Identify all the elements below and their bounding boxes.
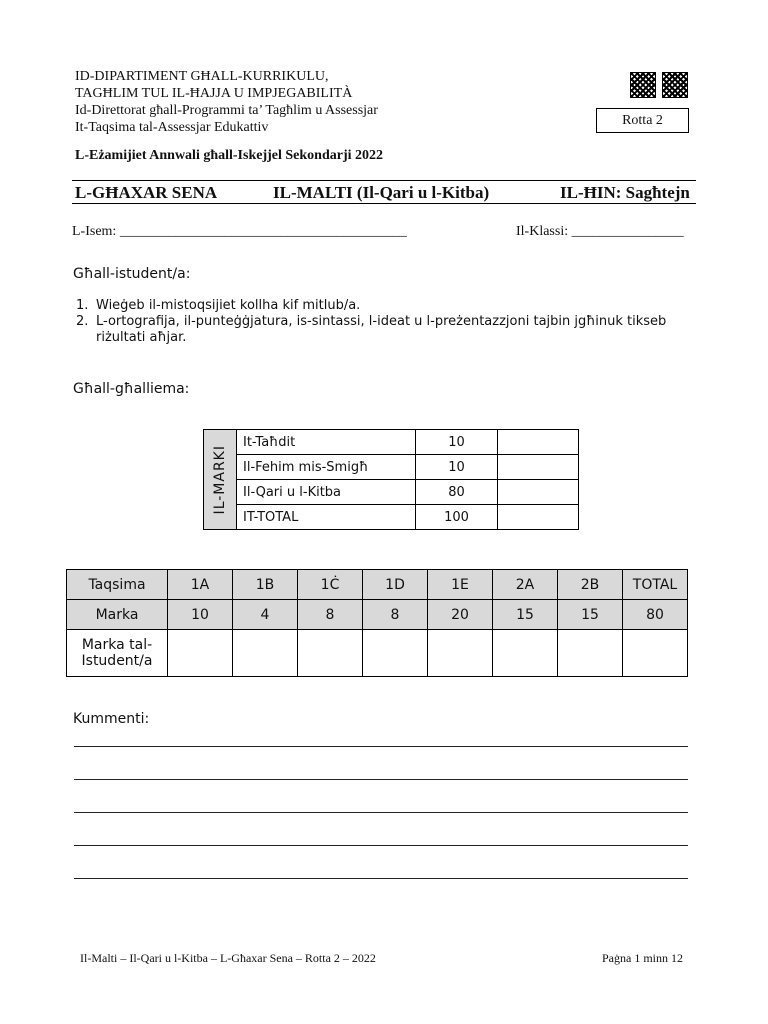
section-name: 1A — [168, 570, 233, 600]
score-cell[interactable] — [498, 455, 579, 480]
table-cell: 10 — [416, 430, 498, 455]
section-mark: 80 — [623, 600, 688, 630]
department-line: TAGĦLIM TUL IL-ĦAJJA U IMPJEGABILITÀ — [75, 86, 353, 101]
teachers-heading: Għall-għalliema: — [73, 381, 190, 397]
row-label: Taqsima — [67, 570, 168, 600]
section-mark: 8 — [363, 600, 428, 630]
comment-line[interactable] — [74, 878, 688, 879]
section-name: TOTAL — [623, 570, 688, 600]
students-heading: Għall-istudent/a: — [73, 266, 191, 282]
score-cell[interactable] — [498, 430, 579, 455]
section-mark: 10 — [168, 600, 233, 630]
section-name: 1E — [428, 570, 493, 600]
score-cell[interactable] — [498, 505, 579, 530]
section-mark: 15 — [558, 600, 623, 630]
department-block — [75, 68, 378, 136]
section-name: 2B — [558, 570, 623, 600]
sections-table — [66, 569, 688, 677]
subject-title: IL-MALTI (Il-Qari u l-Kitba) — [273, 183, 490, 202]
comments-heading: Kummenti: — [73, 711, 150, 727]
score-cell[interactable] — [498, 480, 579, 505]
footer-text: Il-Malti – Il-Qari u l-Kitba – L-Għaxar Sena – Rotta 2 – 2022 — [80, 951, 376, 965]
section-mark: 8 — [298, 600, 363, 630]
divider — [72, 180, 696, 181]
table-cell: 100 — [416, 505, 498, 530]
section-mark: 4 — [233, 600, 298, 630]
table-row — [204, 505, 579, 530]
table-row — [204, 430, 579, 455]
table-cell: 80 — [416, 480, 498, 505]
student-mark-cell[interactable] — [493, 630, 558, 677]
duration: IL-ĦIN: Sagħtejn — [560, 183, 690, 202]
item-number: 2. — [76, 314, 89, 329]
student-mark-cell[interactable] — [168, 630, 233, 677]
instructions-list — [76, 298, 706, 346]
marks-side-label: IL-MARKI — [204, 430, 237, 530]
section-mark: 20 — [428, 600, 493, 630]
row-label: Marka — [67, 600, 168, 630]
student-mark-cell[interactable] — [623, 630, 688, 677]
item-number: 1. — [76, 298, 89, 313]
list-item — [76, 298, 706, 314]
year-level: L-GĦAXAR SENA — [75, 183, 218, 202]
class-field[interactable]: Il-Klassi: ________________ — [516, 224, 684, 239]
student-mark-cell[interactable] — [233, 630, 298, 677]
row-label: Marka tal-Istudent/a — [67, 630, 168, 677]
section-mark: 15 — [493, 600, 558, 630]
table-row — [67, 630, 688, 677]
table-cell: 10 — [416, 455, 498, 480]
student-mark-cell[interactable] — [363, 630, 428, 677]
barcode-icons — [630, 72, 694, 103]
section-name: 1Ċ — [298, 570, 363, 600]
table-row — [204, 455, 579, 480]
item-text: Wieġeb il-mistoqsijiet kollha kif mitlub/a. — [96, 298, 361, 313]
section-name: 2A — [493, 570, 558, 600]
exam-title: L-Eżamijiet Annwali għall-Iskejjel Sekondarji 2022 — [75, 148, 384, 163]
department-line: Id-Direttorat għall-Programmi ta’ Tagħlim u Assessjar — [75, 103, 378, 118]
comment-line[interactable] — [74, 845, 688, 846]
table-cell: It-Taħdit — [237, 430, 416, 455]
comment-line[interactable] — [74, 779, 688, 780]
rotta-box: Rotta 2 — [596, 108, 689, 133]
student-mark-cell[interactable] — [298, 630, 363, 677]
table-row — [204, 480, 579, 505]
qr-code-icon — [630, 72, 656, 98]
list-item — [76, 314, 706, 346]
comment-line[interactable] — [74, 812, 688, 813]
table-row — [67, 570, 688, 600]
student-mark-cell[interactable] — [428, 630, 493, 677]
marks-table — [203, 429, 579, 530]
name-field[interactable]: L-Isem: _________________________________________ — [72, 224, 407, 239]
table-cell: Il-Fehim mis-Smigħ — [237, 455, 416, 480]
item-text: L-ortografija, il-punteġġjatura, is-sintassi, l-ideat u l-preżentazzjoni tajbin jgħinuk tikseb riżultati aħjar. — [96, 314, 667, 345]
comment-line[interactable] — [74, 746, 688, 747]
page-number: Paġna 1 minn 12 — [602, 951, 683, 965]
table-cell: IT-TOTAL — [237, 505, 416, 530]
section-name: 1B — [233, 570, 298, 600]
divider — [72, 203, 696, 204]
department-line: ID-DIPARTIMENT GĦALL-KURRIKULU, — [75, 69, 329, 84]
table-cell: Il-Qari u l-Kitba — [237, 480, 416, 505]
table-row — [67, 600, 688, 630]
department-line: It-Taqsima tal-Assessjar Edukattiv — [75, 120, 269, 135]
qr-code-icon — [662, 72, 688, 98]
section-name: 1D — [363, 570, 428, 600]
student-mark-cell[interactable] — [558, 630, 623, 677]
